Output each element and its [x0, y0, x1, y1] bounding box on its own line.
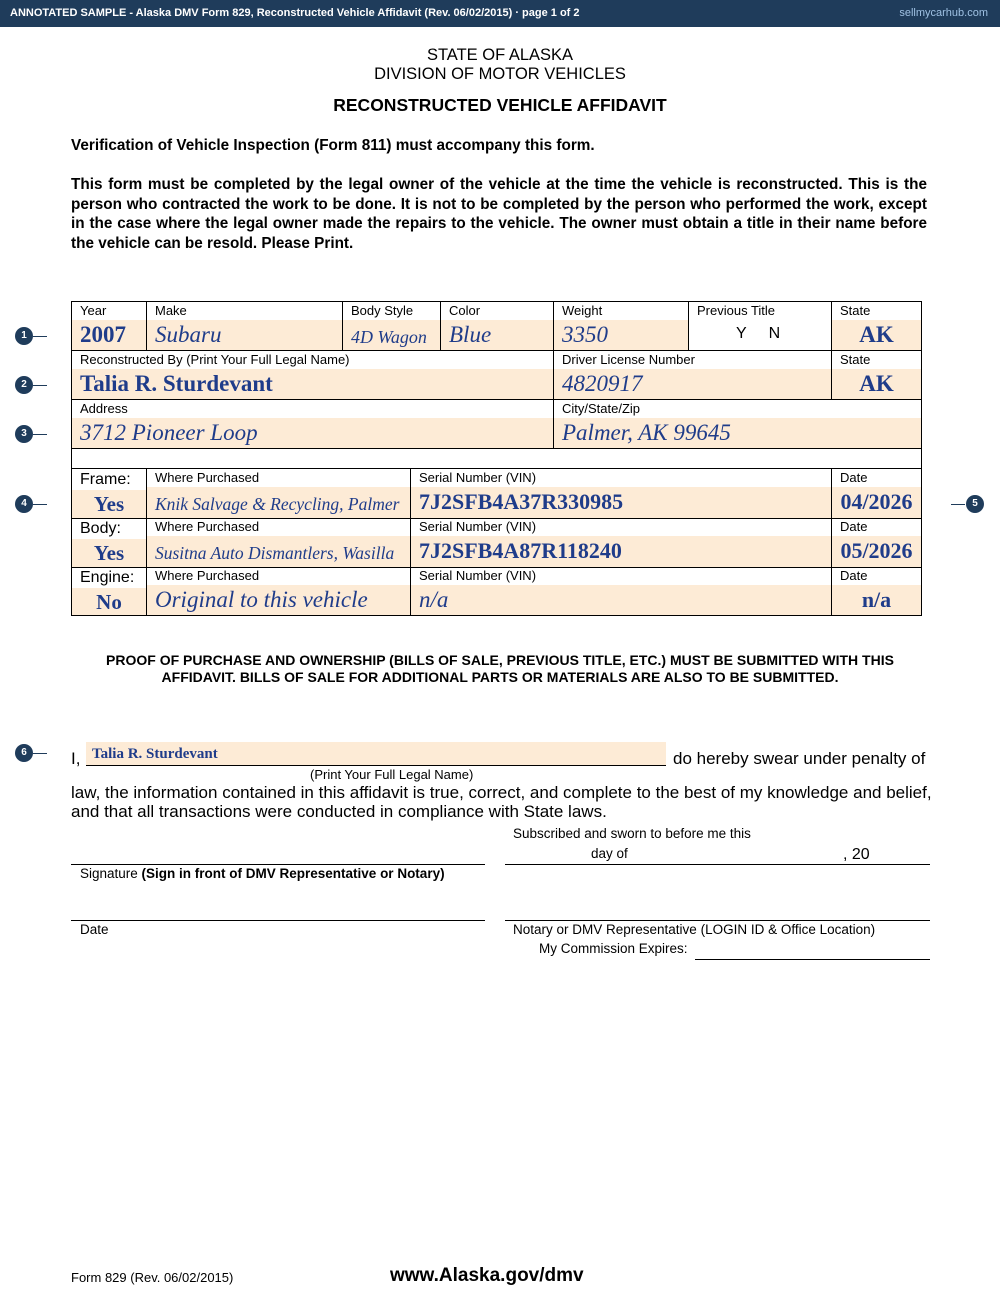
license-state-value[interactable]: AK [859, 371, 894, 396]
weight-label: Weight [562, 303, 603, 318]
state-label: State [840, 303, 871, 318]
oath-i: I, [71, 749, 81, 768]
engine-answer[interactable]: No [96, 590, 122, 614]
banner-title: ANNOTATED SAMPLE - Alaska DMV Form 829, Reconstructed Vehicle Affidavit (Rev. 06/02/2015) · page 1 of 2 [10, 7, 580, 19]
annotation-marker-2[interactable]: 2 [15, 376, 33, 394]
year-value[interactable]: 2007 [80, 322, 126, 347]
engine-date-label: Date [840, 568, 868, 583]
oath-line-2: and that all transactions were conducted in compliance with State laws. [71, 802, 607, 821]
city-state-zip-label: City/State/Zip [562, 401, 641, 416]
verification-note: Verification of Vehicle Inspection (Form 811) must accompany this form. [71, 137, 595, 154]
frame-date-label: Date [840, 470, 868, 485]
body-vin-value[interactable]: 7J2SFB4A87R118240 [419, 538, 622, 563]
body-where-value[interactable]: Susitna Auto Dismantlers, Wasilla [155, 543, 395, 563]
address-value[interactable]: 3712 Pioneer Loop [80, 420, 258, 445]
frame-vin-value[interactable]: 7J2SFB4A37R330985 [419, 489, 624, 514]
header-state: STATE OF ALASKA [426, 46, 574, 64]
footer-url[interactable]: www.Alaska.gov/dmv [390, 1265, 584, 1286]
oath-swear: do hereby swear under penalty of [673, 749, 926, 768]
frame-date-value[interactable]: 04/2026 [840, 489, 913, 514]
body-vin-label: Serial Number (VIN) [419, 519, 537, 534]
banner-site-link[interactable]: sellmycarhub.com [899, 7, 988, 19]
engine-date-value[interactable]: n/a [861, 587, 892, 612]
frame-where-label: Where Purchased [155, 470, 260, 485]
frame-label: Frame: [80, 471, 131, 488]
proof-line-1: PROOF OF PURCHASE AND OWNERSHIP (BILLS OF SALE, PREVIOUS TITLE, ETC.) MUST BE SUBMITTED WITH THIS [106, 652, 894, 668]
engine-vin-value[interactable]: n/a [419, 587, 449, 612]
color-value[interactable]: Blue [449, 322, 492, 347]
annotation-marker-6[interactable]: 6 [15, 744, 33, 762]
oath-print-label: (Print Your Full Legal Name) [310, 767, 474, 782]
body-style-label: Body Style [351, 303, 414, 318]
commission-expires-label: My Commission Expires: [539, 941, 688, 956]
frame-vin-label: Serial Number (VIN) [419, 470, 537, 485]
make-value[interactable]: Subaru [155, 322, 222, 347]
annotation-marker-4[interactable]: 4 [15, 495, 33, 513]
date-label: Date [80, 922, 109, 937]
reconstructed-by-value[interactable]: Talia R. Sturdevant [80, 371, 273, 396]
body-date-label: Date [840, 519, 868, 534]
notary-label: Notary or DMV Representative (LOGIN ID & Office Location) [513, 922, 876, 937]
reconstructed-by-label: Reconstructed By (Print Your Full Legal Name) [80, 352, 350, 367]
instructions-paragraph: This form must be completed by the legal owner of the vehicle at the time the vehicle is reconstructed. This is the person who contracted the work to be done. It is not to be completed by the person who performed the work, except in the case where the legal owner made the repairs to the vehicle. The owner must obtain a title in their name before the vehicle can be resold. Please Print. [71, 176, 927, 252]
frame-where-value[interactable]: Knik Salvage & Recycling, Palmer [155, 494, 400, 514]
body-date-value[interactable]: 05/2026 [840, 538, 913, 563]
license-state-label: State [840, 352, 871, 367]
make-label: Make [155, 303, 187, 318]
engine-label: Engine: [80, 569, 135, 586]
proof-line-2: AFFIDAVIT. BILLS OF SALE FOR ADDITIONAL PARTS OR MATERIALS ARE ALSO TO BE SUBMITTED. [161, 669, 839, 685]
body-style-value[interactable]: 4D Wagon [351, 327, 427, 347]
form-title: RECONSTRUCTED VEHICLE AFFIDAVIT [333, 95, 667, 115]
driver-license-label: Driver License Number [562, 352, 695, 367]
annotation-marker-1[interactable]: 1 [15, 327, 33, 345]
subscribed-sworn-text: Subscribed and sworn to before me this [513, 826, 751, 841]
body-label: Body: [80, 520, 121, 537]
engine-where-value[interactable]: Original to this vehicle [155, 587, 368, 612]
year-prefix-text: , 20 [843, 846, 870, 863]
body-where-label: Where Purchased [155, 519, 260, 534]
engine-where-label: Where Purchased [155, 568, 260, 583]
driver-license-value[interactable]: 4820917 [562, 371, 643, 396]
day-of-text: day of [591, 846, 628, 861]
frame-answer[interactable]: Yes [93, 492, 125, 516]
annotation-marker-3[interactable]: 3 [15, 425, 33, 443]
oath-name-value[interactable]: Talia R. Sturdevant [92, 746, 218, 762]
vehicle-state-value[interactable]: AK [859, 322, 894, 347]
weight-value[interactable]: 3350 [562, 322, 608, 347]
signature-label: Signature (Sign in front of DMV Representative or Notary) [80, 866, 445, 881]
footer-form-number: Form 829 (Rev. 06/02/2015) [71, 1270, 234, 1285]
previous-title-label: Previous Title [697, 303, 776, 318]
color-label: Color [449, 303, 481, 318]
header-division: DIVISION OF MOTOR VEHICLES [374, 65, 626, 83]
oath-line-1: law, the information contained in this affidavit is true, correct, and complete to the best of my knowledge and belief, [71, 783, 932, 802]
address-label: Address [80, 401, 128, 416]
engine-vin-label: Serial Number (VIN) [419, 568, 537, 583]
year-label: Year [80, 303, 107, 318]
city-state-zip-value[interactable]: Palmer, AK 99645 [562, 420, 731, 445]
body-answer[interactable]: Yes [93, 541, 125, 565]
previous-title-yn-options[interactable]: Y N [736, 325, 781, 342]
annotation-marker-5[interactable]: 5 [966, 495, 984, 513]
